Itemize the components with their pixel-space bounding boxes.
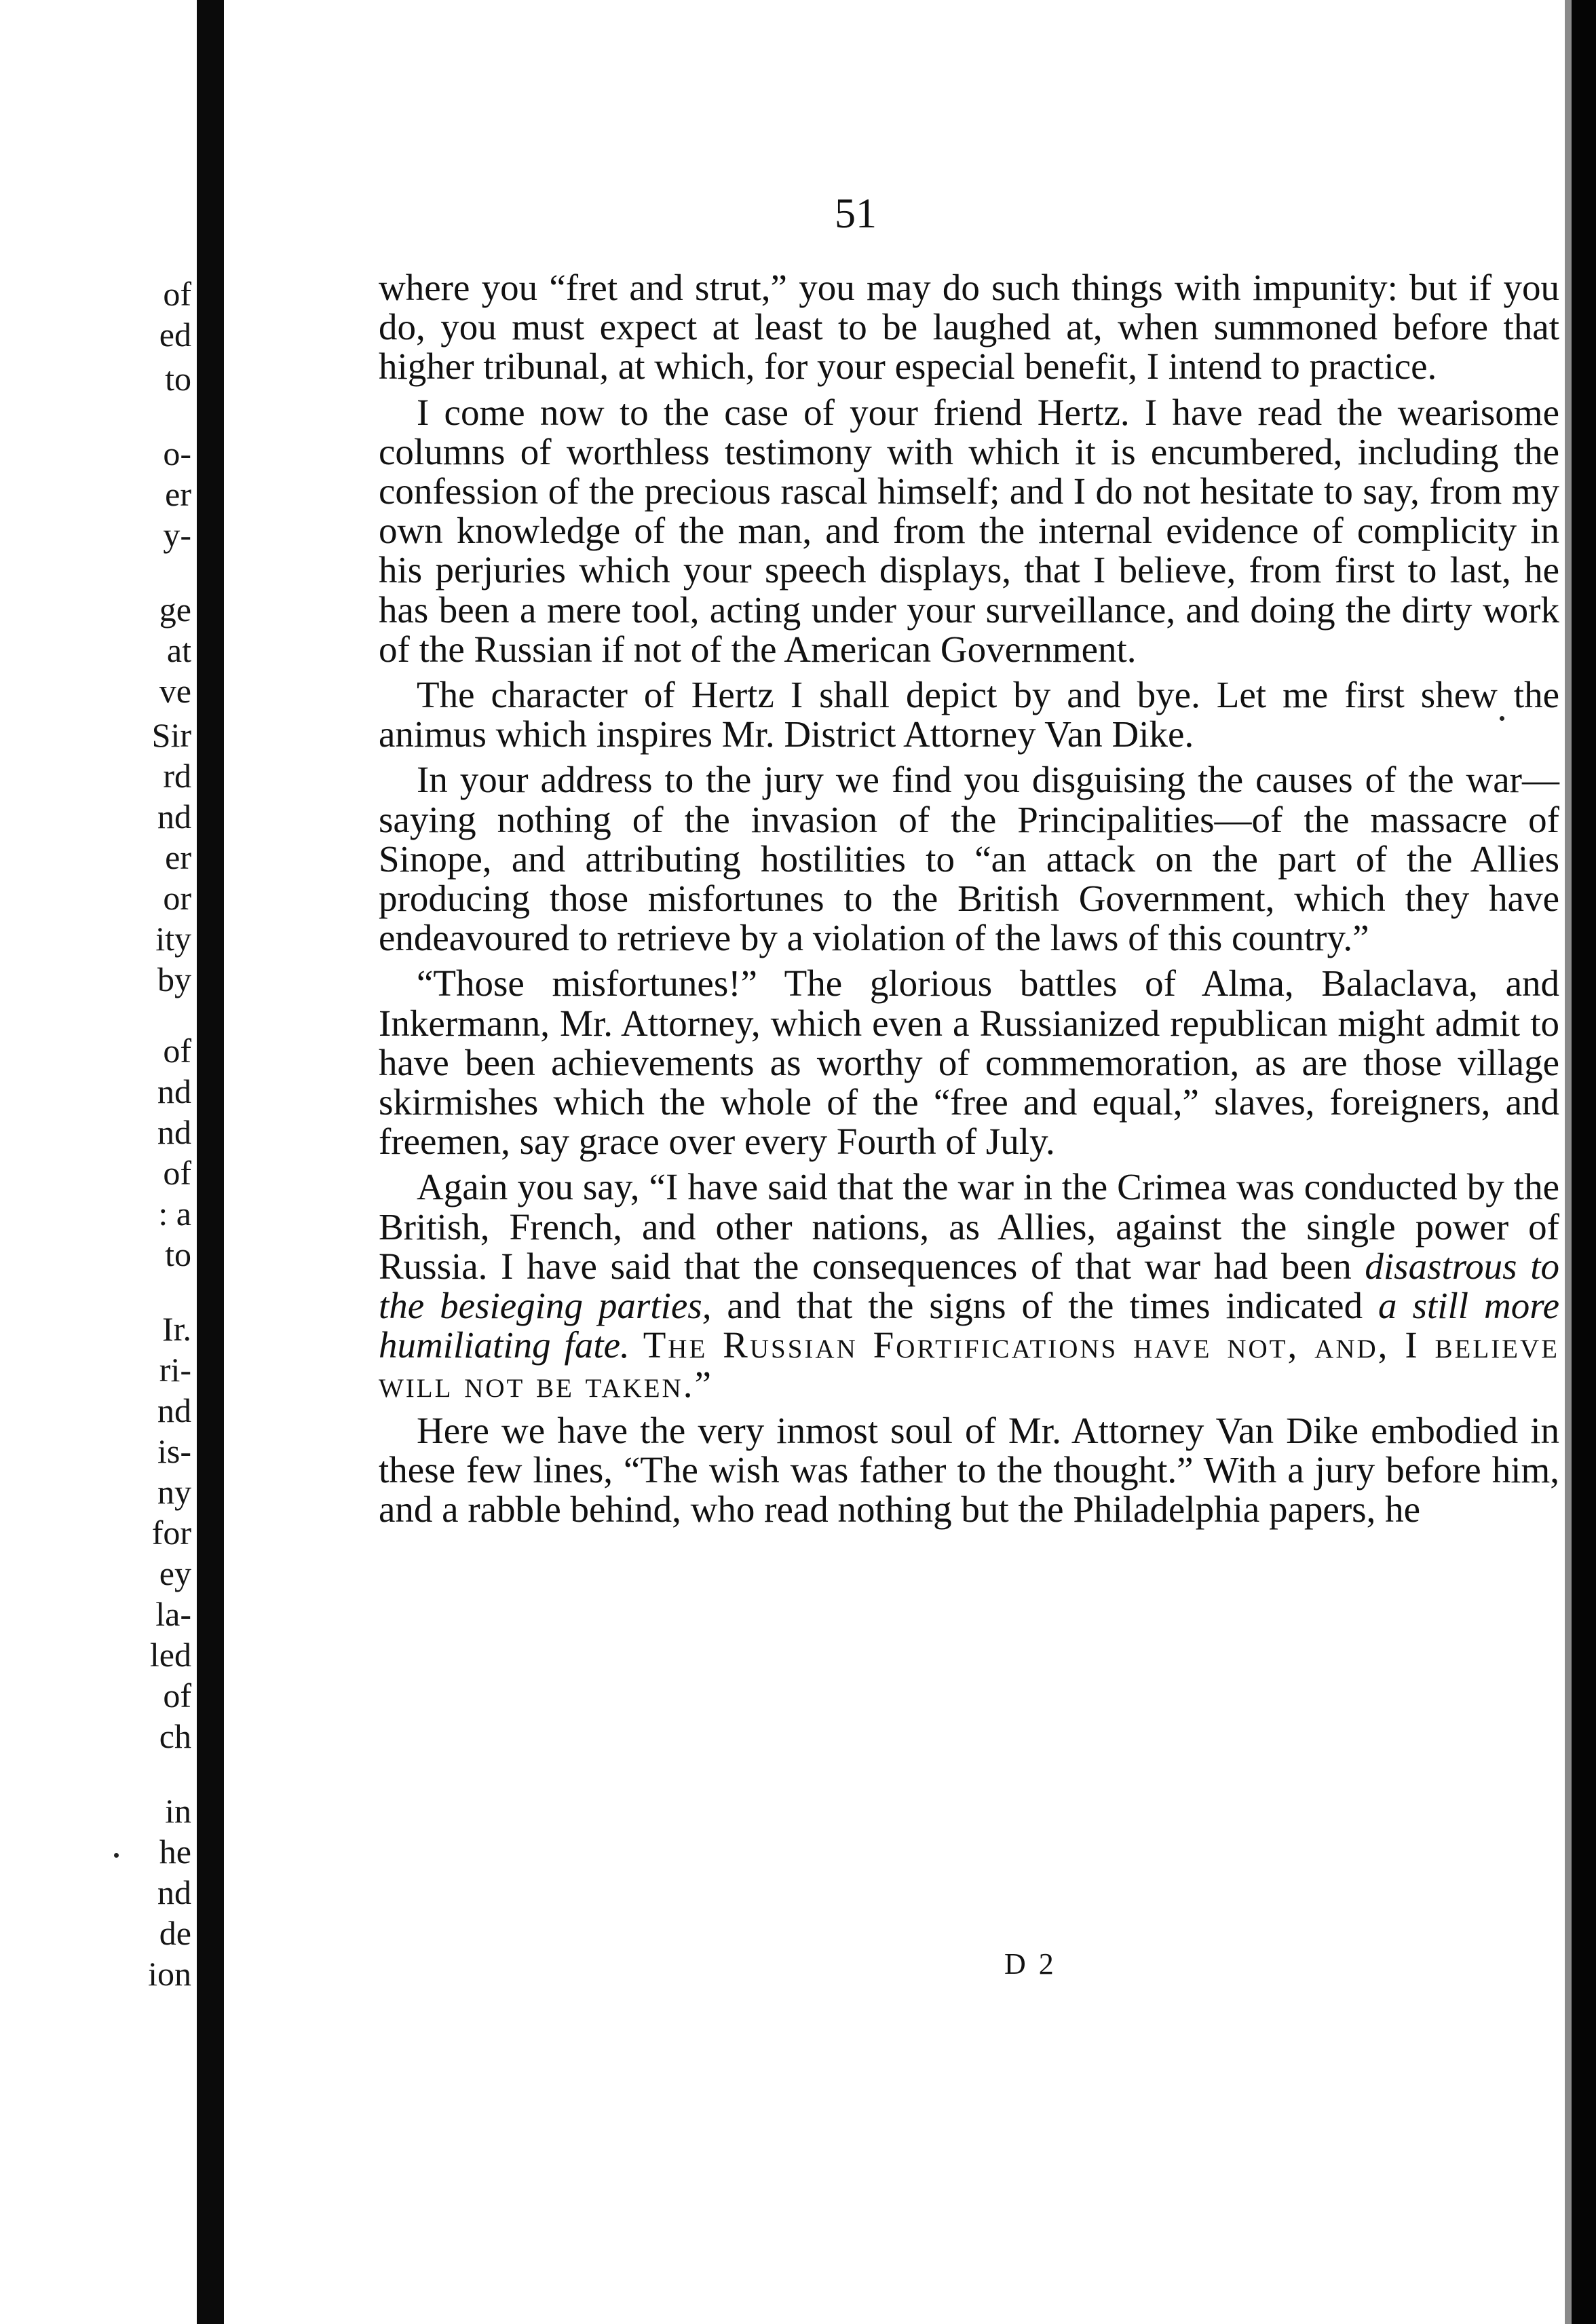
facing-page-fragment: nd xyxy=(157,798,191,836)
paragraph xyxy=(379,1167,1559,1404)
paragraph: “Those misfortunes!” The glorious battles of Alma, Balaclava, and Inkermann, Mr. Attorney, which even a Russianized republican might admit to have been achievements as worthy of commemoration, as are those village skirmishes which the whole of the “free and equal,” slaves, foreigners, and freemen, say grace over every Fourth of July. xyxy=(379,962,1559,1163)
italic-phrase: a still more humiliating fate. xyxy=(379,1285,1559,1366)
facing-page-fragment: nd xyxy=(157,1113,191,1151)
facing-page-fragment: ge xyxy=(159,591,191,629)
facing-page-fragment: er xyxy=(165,475,191,513)
facing-page-fragment: of xyxy=(163,1676,191,1714)
facing-page-fragment: ion xyxy=(148,1955,191,1993)
facing-page-fragment: of xyxy=(163,1154,191,1192)
facing-page-fragment: ri- xyxy=(159,1351,191,1389)
facing-page-fragment: ed xyxy=(159,316,191,354)
facing-page xyxy=(0,0,197,2324)
speck xyxy=(114,1853,119,1858)
facing-page-fragment: by xyxy=(157,960,191,998)
facing-page-fragment: he xyxy=(159,1833,191,1871)
facing-page-fragment: ch xyxy=(159,1717,191,1755)
facing-page-fragment: ity xyxy=(155,920,191,958)
facing-page-fragment: ve xyxy=(159,672,191,710)
signature-mark: D 2 xyxy=(1004,1947,1057,1981)
facing-page-fragment: led xyxy=(149,1636,191,1674)
facing-page-fragment: of xyxy=(163,1032,191,1070)
facing-page-fragment: to xyxy=(165,1235,191,1273)
italic-phrase: disastrous to the besieging parties, xyxy=(379,1245,1560,1327)
facing-page-fragment: nd xyxy=(157,1391,191,1429)
paragraph-text: ” xyxy=(694,1364,711,1406)
paragraph-text xyxy=(630,1324,643,1366)
paragraph: In your address to the jury we find you disguising the causes of the war—saying nothing of the invasion of the Principalities—of the massacre of Sinope, and attributing hostilities to “an attack on the part of the Allies producing those misfortunes to the British Government, which they have endeavoured to retrieve by a violation of the laws of this country.” xyxy=(379,759,1559,959)
book-gutter xyxy=(197,0,224,2324)
facing-page-text xyxy=(0,0,197,2324)
paragraph-text: Again you say, “I have said that the war in the Crimea was conducted by the British, French, and other nations, as Allies, against the single power of Russia. I have said that the consequences of that war had been xyxy=(379,1166,1559,1287)
facing-page-fragment: nd xyxy=(157,1873,191,1911)
facing-page-fragment: or xyxy=(163,879,191,917)
facing-page-fragment: la- xyxy=(155,1595,191,1633)
facing-page-fragment: de xyxy=(159,1914,191,1952)
facing-page-fragment: nd xyxy=(157,1072,191,1110)
facing-page-fragment: to xyxy=(165,360,191,398)
facing-page-fragment: o- xyxy=(163,434,191,472)
book-page xyxy=(224,0,1560,2324)
facing-page-fragment: of xyxy=(163,275,191,313)
speck xyxy=(1500,716,1504,721)
paragraph: The character of Hertz I shall depict by and bye. Let me first shew the animus which inspires Mr. District Attorney Van Dike. xyxy=(379,674,1559,755)
facing-page-fragment: Sir xyxy=(151,716,191,754)
facing-page-fragment: for xyxy=(151,1514,191,1552)
paragraph: I come now to the case of your friend Hertz. I have read the wearisome columns of worthless testimony with which it is encumbered, including the confession of the precious rascal himself; and I do not hesitate to say, from my own knowledge of the man, and from the internal evidence of complicity in his perjuries which your speech displays, that I believe, from first to last, he has been a mere tool, acting under your surveillance, and doing the dirty work of the Russian if not of the American Government. xyxy=(379,391,1559,670)
facing-page-fragment: rd xyxy=(163,757,191,795)
facing-page-fragment: : a xyxy=(158,1195,191,1233)
body-text xyxy=(379,268,1559,1529)
facing-page-fragment: in xyxy=(165,1792,191,1830)
facing-page-fragment: y- xyxy=(163,516,191,554)
paragraph: Here we have the very inmost soul of Mr. Attorney Van Dike embodied in these few lines, “The wish was father to the thought.” With a jury before him, and a rabble behind, who read nothing but the Philadelphia papers, he xyxy=(379,1409,1559,1531)
small-caps-phrase: The Russian Fortifications have not, and, I believe will not be taken. xyxy=(379,1324,1559,1406)
facing-page-fragment: er xyxy=(165,838,191,876)
facing-page-fragment: Ir. xyxy=(162,1310,191,1348)
facing-page-fragment: at xyxy=(166,631,191,669)
paragraph: where you “fret and strut,” you may do such things with impunity: but if you do, you must expect at least to be laughed at, when summoned before that higher tribunal, at which, for your especial benefit, I intend to practice. xyxy=(379,267,1559,388)
page-edge xyxy=(1572,0,1596,2324)
page-edge-shadow xyxy=(1565,0,1572,2324)
facing-page-fragment: ey xyxy=(159,1554,191,1592)
page-number: 51 xyxy=(835,191,877,237)
facing-page-fragment: is- xyxy=(157,1432,191,1470)
facing-page-fragment: ny xyxy=(157,1473,191,1511)
paragraph-text: and that the signs of the times indicated xyxy=(711,1285,1379,1327)
